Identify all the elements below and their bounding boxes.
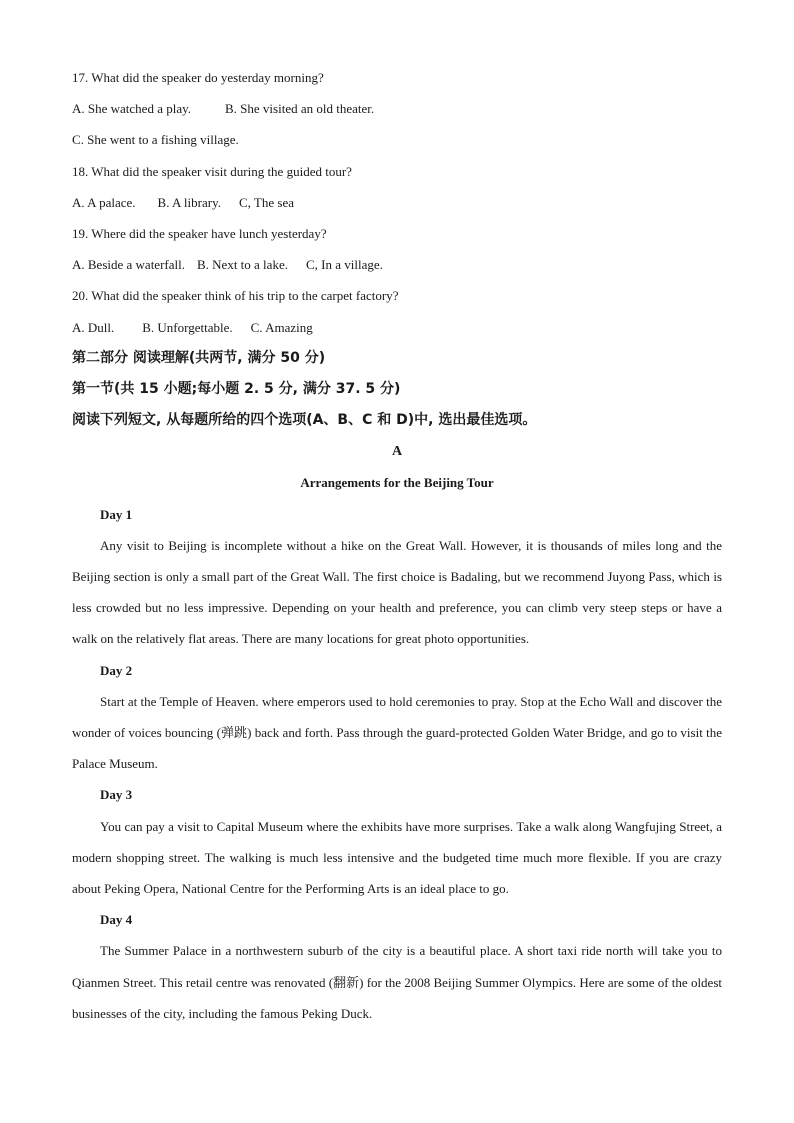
question-17-options xyxy=(72,93,722,124)
day-2-label: Day 2 xyxy=(100,662,133,678)
day-4-label: Day 4 xyxy=(100,912,133,928)
question-20-options xyxy=(72,312,722,343)
question-19-option-b: B. Next to a lake. xyxy=(196,257,288,273)
question-18-option-a: A. A palace. xyxy=(72,194,136,210)
question-17-option-b: B. She visited an old theater. xyxy=(225,101,375,117)
question-19-options xyxy=(72,249,722,280)
part2-heading: 第二部分 阅读理解(共两节, 满分 50 分) xyxy=(72,349,326,366)
passage-title: Arrangements for the Beijing Tour xyxy=(300,475,494,491)
section1-heading: 第一节(共 15 小题;每小题 2. 5 分, 满分 37. 5 分) xyxy=(72,380,401,397)
question-20-stem: 20. What did the speaker think of his trip to the carpet factory? xyxy=(72,288,399,304)
question-17-options-line2 xyxy=(72,124,722,155)
question-18-option-c: C, The sea xyxy=(238,194,294,210)
question-20-option-b: B. Unforgettable. xyxy=(142,319,233,335)
passage-letter: A xyxy=(391,444,403,460)
question-18-option-b: B. A library. xyxy=(157,194,221,210)
day-3-paragraph: You can pay a visit to Capital Museum where the exhibits have more surprises. Take a walk along Wangfujing Street, a modern shopping street. The walking is much less intensive and the budgeted time much more flexible. If you are crazy about Peking Opera, National Centre for the Performing Arts is an ideal place to go. xyxy=(72,818,722,897)
day-1-paragraph: Any visit to Beijing is incomplete without a hike on the Great Wall. However, it is thousands of miles long and the Beijing section is only a small part of the Great Wall. The first choice is Badaling, but we recommend Juyong Pass, which is less crowded but no less impressive. Depending on your health and preference, you can climb very steep steps or have a walk on the relatively flat areas. There are many locations for great photo opportunities. xyxy=(72,537,722,647)
day-4-paragraph: The Summer Palace in a northwestern suburb of the city is a beautiful place. A short taxi ride north will take you to Qianmen Street. This retail centre was renovated (翻新) for the 2008 Beijing Summer Olympics. Here are some of the oldest businesses of the city, including the famous Peking Duck. xyxy=(72,943,722,1021)
day-3-label: Day 3 xyxy=(100,787,133,803)
question-20-option-c: C. Amazing xyxy=(250,319,313,335)
question-17-option-a: A. She watched a play. xyxy=(72,101,192,117)
question-20-option-a: A. Dull. xyxy=(72,319,115,335)
document-page xyxy=(72,62,722,1029)
reading-instruction: 阅读下列短文, 从每题所给的四个选项(A、B、C 和 D)中, 选出最佳选项。 xyxy=(72,412,537,429)
question-18-stem: 18. What did the speaker visit during the guided tour? xyxy=(72,163,352,179)
day-2-paragraph: Start at the Temple of Heaven. where emperors used to hold ceremonies to pray. Stop at the Echo Wall and discover the wonder of voices bouncing (弹跳) back and forth. Pass through the guard-protected Golden Water Bridge, and go to visit the Palace Museum. xyxy=(72,693,722,772)
question-17-option-c: C. She went to a fishing village. xyxy=(72,132,239,148)
question-19-option-c: C, In a village. xyxy=(305,257,383,273)
question-19-stem: 19. Where did the speaker have lunch yesterday? xyxy=(72,225,327,241)
day-1-label: Day 1 xyxy=(100,506,133,522)
question-17-stem: 17. What did the speaker do yesterday morning? xyxy=(72,70,324,85)
question-18-options xyxy=(72,187,722,218)
question-19-option-a: A. Beside a waterfall. xyxy=(72,257,185,273)
